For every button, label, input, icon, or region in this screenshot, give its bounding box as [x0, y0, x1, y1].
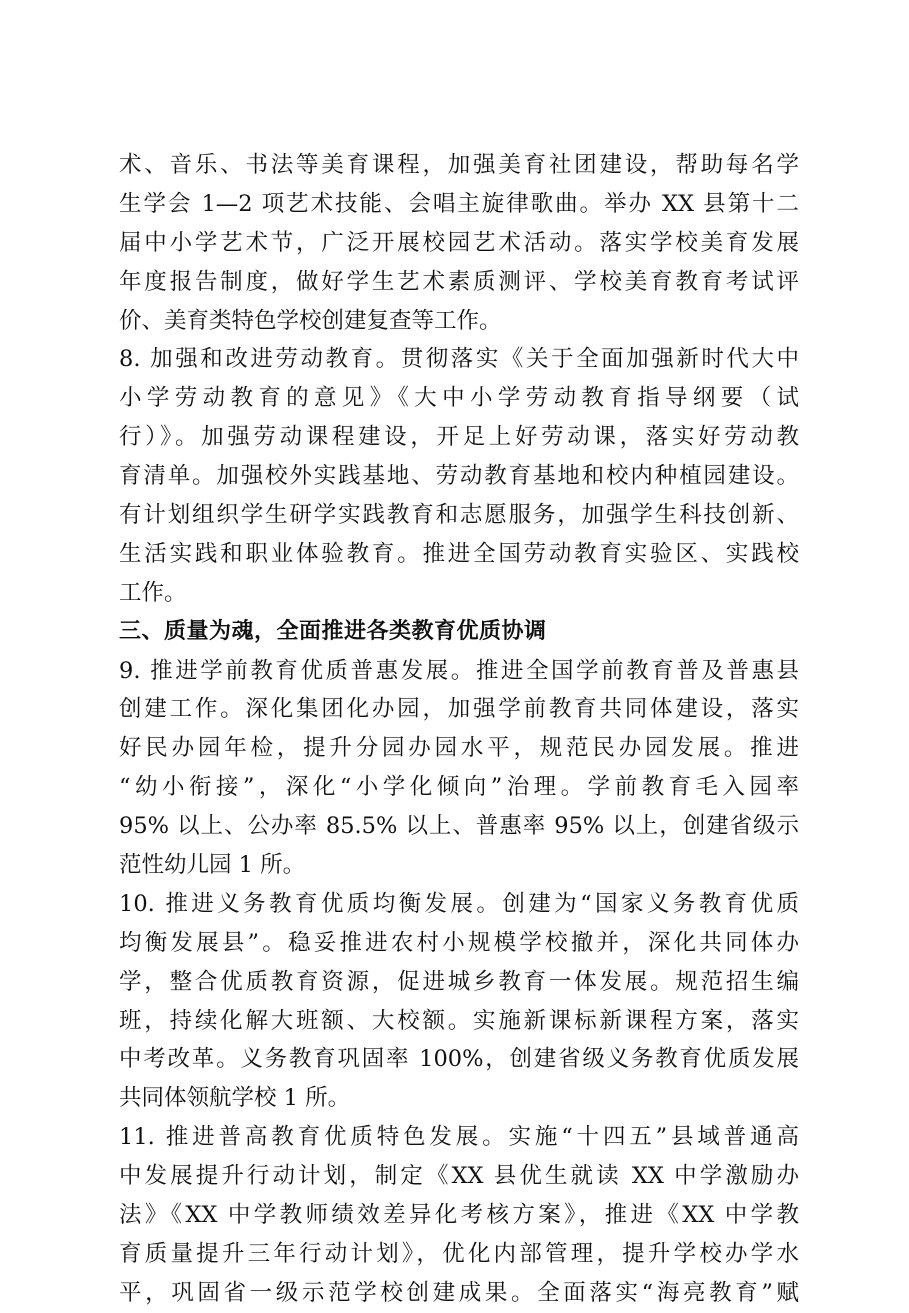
text-line: 9. 推进学前教育优质普惠发展。推进全国学前教育普及普惠县: [119, 657, 799, 684]
text-line: 行）》。加强劳动课程建设，开足上好劳动课，落实好劳动教: [119, 424, 799, 451]
text-line: 育质量提升三年行动计划》，优化内部管理，提升学校办学水: [119, 1240, 799, 1267]
text-line: 好民办园年检，提升分园办园水平，规范民办园发展。推进: [119, 735, 799, 762]
text-line: 有计划组织学生研学实践教育和志愿服务，加强学生科技创新、: [119, 502, 799, 529]
text-line: 工作。: [119, 579, 187, 606]
section-heading: 三、质量为魂，全面推进各类教育优质协调: [119, 618, 547, 644]
text-line: 生活实践和职业体验教育。推进全国劳动教育实验区、实践校: [119, 540, 799, 567]
text-line: 8. 加强和改进劳动教育。贯彻落实《关于全面加强新时代大中: [119, 346, 799, 373]
text-line: 学，整合优质教育资源，促进城乡教育一体发展。规范招生编: [119, 968, 799, 995]
text-line: 班，持续化解大班额、大校额。实施新课标新课程方案，落实: [119, 1007, 799, 1034]
text-line: 11. 推进普高教育优质特色发展。实施“十四五”县域普通高: [119, 1124, 799, 1151]
text-line: “幼小衔接”，深化“小学化倾向”治理。学前教育毛入园率: [119, 774, 799, 801]
text-line: 法》《XX 中学教师绩效差异化考核方案》，推进《XX 中学教: [119, 1202, 799, 1229]
text-line: 平，巩固省一级示范学校创建成果。全面落实“海亮教育”赋: [119, 1279, 799, 1306]
text-line: 中发展提升行动计划，制定《XX 县优生就读 XX 中学激励办: [119, 1163, 799, 1190]
text-line: 创建工作。深化集团化办园，加强学前教育共同体建设，落实: [119, 696, 799, 723]
text-line: 生学会 1—2 项艺术技能、会唱主旋律歌曲。举办 XX 县第十二: [119, 190, 799, 217]
document-body: [119, 146, 799, 1313]
text-line: 共同体领航学校 1 所。: [119, 1085, 351, 1112]
text-line: 价、美育类特色学校创建复查等工作。: [119, 307, 502, 334]
text-line: 育清单。加强校外实践基地、劳动教育基地和校内种植园建设。: [119, 463, 799, 490]
text-line: 术、音乐、书法等美育课程，加强美育社团建设，帮助每名学: [119, 152, 799, 178]
text-line: 10. 推进义务教育优质均衡发展。创建为“国家义务教育优质: [119, 890, 799, 917]
text-line: 95% 以上、公办率 85.5% 以上、普惠率 95% 以上，创建省级示: [119, 813, 799, 840]
text-line: 届中小学艺术节，广泛开展校园艺术活动。落实学校美育发展: [119, 229, 799, 256]
text-line: 范性幼儿园 1 所。: [119, 852, 306, 879]
text-line: 均衡发展县”。稳妥推进农村小规模学校撤并，深化共同体办: [119, 929, 799, 956]
text-line: 小学劳动教育的意见》《大中小学劳动教育指导纲要（试: [119, 385, 799, 412]
text-line: 年度报告制度，做好学生艺术素质测评、学校美育教育考试评: [119, 268, 799, 295]
text-line: 中考改革。义务教育巩固率 100%，创建省级义务教育优质发展: [119, 1046, 799, 1073]
